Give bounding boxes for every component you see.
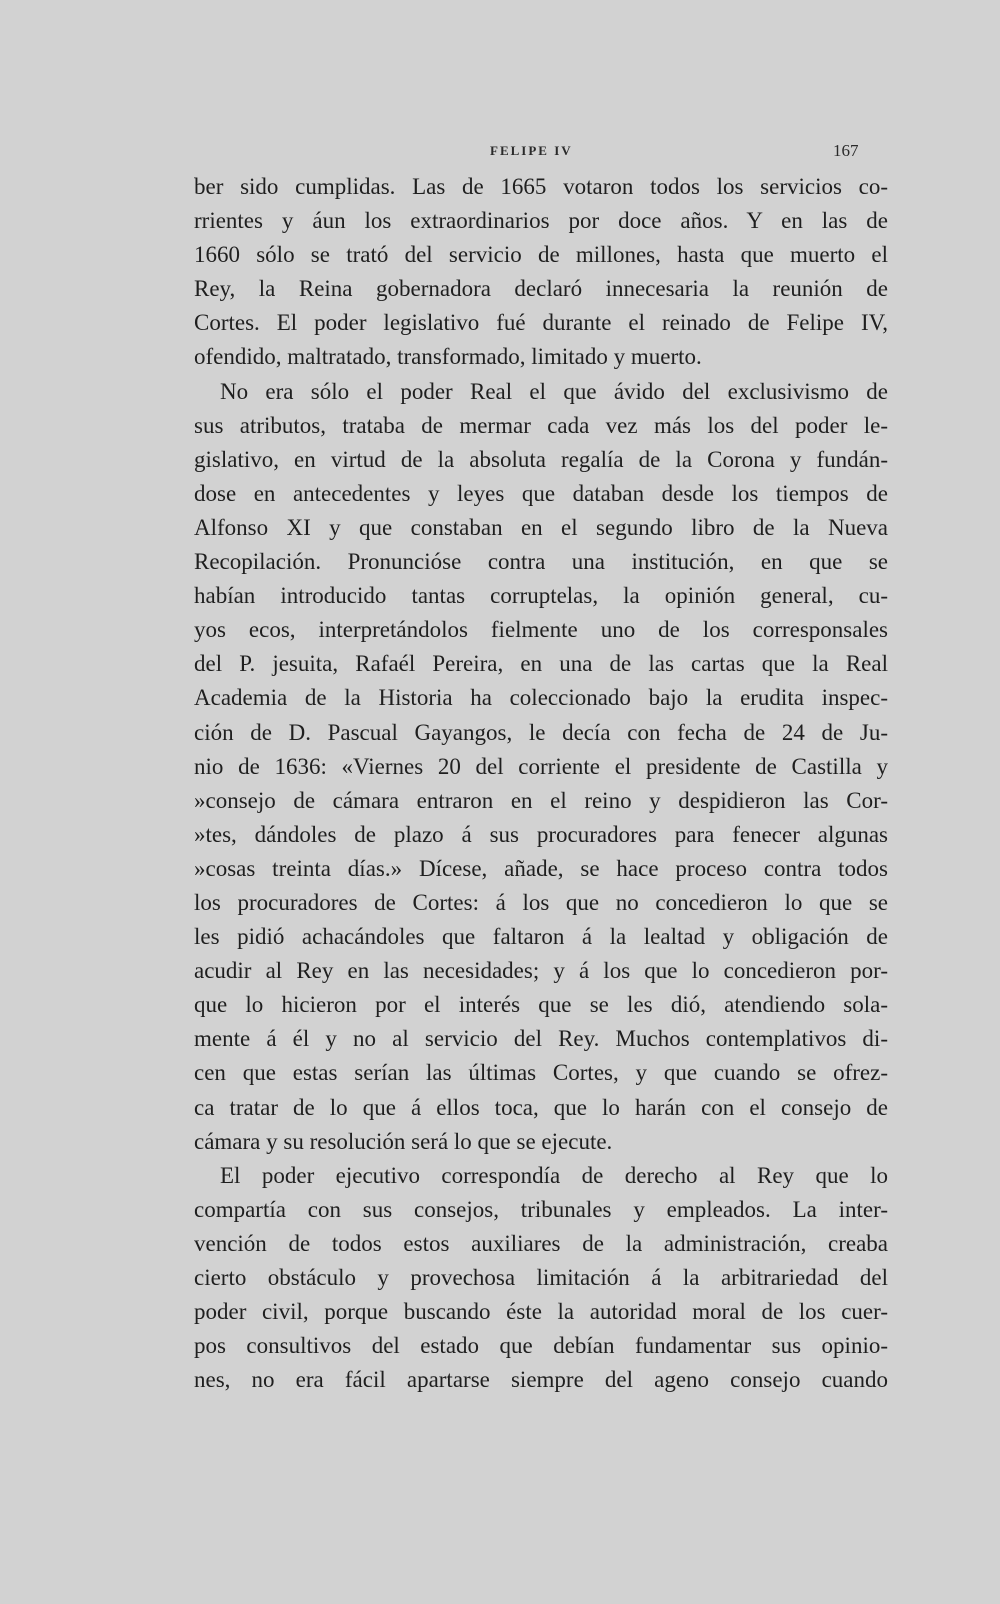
text-line: nio de 1636: «Viernes 20 del corriente el presidente de Castilla y: [194, 753, 888, 779]
text-line: vención de todos estos auxiliares de la administración, creaba: [194, 1230, 888, 1256]
text-line: yos ecos, interpretándolos fielmente uno de los corresponsales: [194, 617, 888, 643]
running-head: [0, 143, 1000, 163]
text-line: poder civil, porque buscando éste la autoridad moral de los cuer-: [194, 1299, 888, 1325]
body-text: [194, 170, 888, 1397]
text-line: acudir al Rey en las necesidades; y á los que lo concedieron por-: [194, 958, 888, 984]
text-line: los procuradores de Cortes: á los que no concedieron lo que se: [194, 889, 888, 915]
text-line: les pidió achacándoles que faltaron á la lealtad y obligación de: [194, 924, 888, 950]
text-line: ber sido cumplidas. Las de 1665 votaron todos los servicios co-: [194, 174, 888, 199]
text-line: El poder ejecutivo correspondía de derecho al Rey que lo: [220, 1162, 888, 1188]
text-line: gislativo, en virtud de la absoluta regalía de la Corona y fundán-: [194, 446, 888, 472]
text-line: Alfonso XI y que constaban en el segundo libro de la Nueva: [194, 514, 888, 540]
text-line: que lo hicieron por el interés que se les dió, atendiendo sola-: [194, 992, 888, 1018]
text-line: Recopilación. Pronuncióse contra una institución, en que se: [194, 549, 888, 575]
text-line: Cortes. El poder legislativo fué durante el reinado de Felipe IV,: [194, 310, 888, 336]
text-line: del P. jesuita, Rafaél Pereira, en una de las cartas que la Real: [194, 651, 888, 677]
running-title: FELIPE IV: [490, 143, 573, 158]
text-line: ofendido, maltratado, transformado, limitado y muerto.: [194, 344, 702, 370]
page-number: 167: [833, 141, 859, 160]
text-line: cen que estas serían las últimas Cortes, y que cuando se ofrez-: [194, 1060, 888, 1086]
text-line: Academia de la Historia ha coleccionado bajo la erudita inspec-: [194, 685, 888, 711]
text-line: ca tratar de lo que á ellos toca, que lo harán con el consejo de: [194, 1094, 888, 1120]
text-line: 1660 sólo se trató del servicio de millones, hasta que muerto el: [194, 242, 888, 268]
text-line: Rey, la Reina gobernadora declaró innecesaria la reunión de: [194, 276, 888, 302]
paragraph: [194, 375, 888, 1159]
text-line: rrientes y áun los extraordinarios por doce años. Y en las de: [194, 208, 888, 234]
text-line: nes, no era fácil apartarse siempre del ageno consejo cuando: [194, 1367, 888, 1393]
text-line: dose en antecedentes y leyes que databan desde los tiempos de: [194, 480, 888, 506]
text-line: pos consultivos del estado que debían fundamentar sus opinio-: [194, 1333, 888, 1359]
paragraph: [194, 170, 888, 375]
text-line: ción de D. Pascual Gayangos, le decía con fecha de 24 de Ju-: [194, 719, 888, 745]
text-line: cierto obstáculo y provechosa limitación á la arbitrariedad del: [194, 1265, 888, 1290]
text-line: cámara y su resolución será lo que se ejecute.: [194, 1128, 613, 1154]
text-line: sus atributos, trataba de mermar cada vez más los del poder le-: [194, 412, 888, 438]
text-line: »consejo de cámara entraron en el reino y despidieron las Cor-: [194, 787, 888, 813]
paragraph: [194, 1159, 888, 1398]
text-line: No era sólo el poder Real el que ávido del exclusivismo de: [220, 378, 888, 404]
text-line: »cosas treinta días.» Dícese, añade, se hace proceso contra todos: [194, 855, 888, 881]
text-line: mente á él y no al servicio del Rey. Muchos contemplativos di-: [194, 1026, 888, 1052]
text-line: compartía con sus consejos, tribunales y empleados. La inter-: [194, 1196, 888, 1222]
text-line: »tes, dándoles de plazo á sus procuradores para fenecer algunas: [194, 821, 888, 847]
text-line: habían introducido tantas corruptelas, la opinión general, cu-: [194, 583, 888, 609]
